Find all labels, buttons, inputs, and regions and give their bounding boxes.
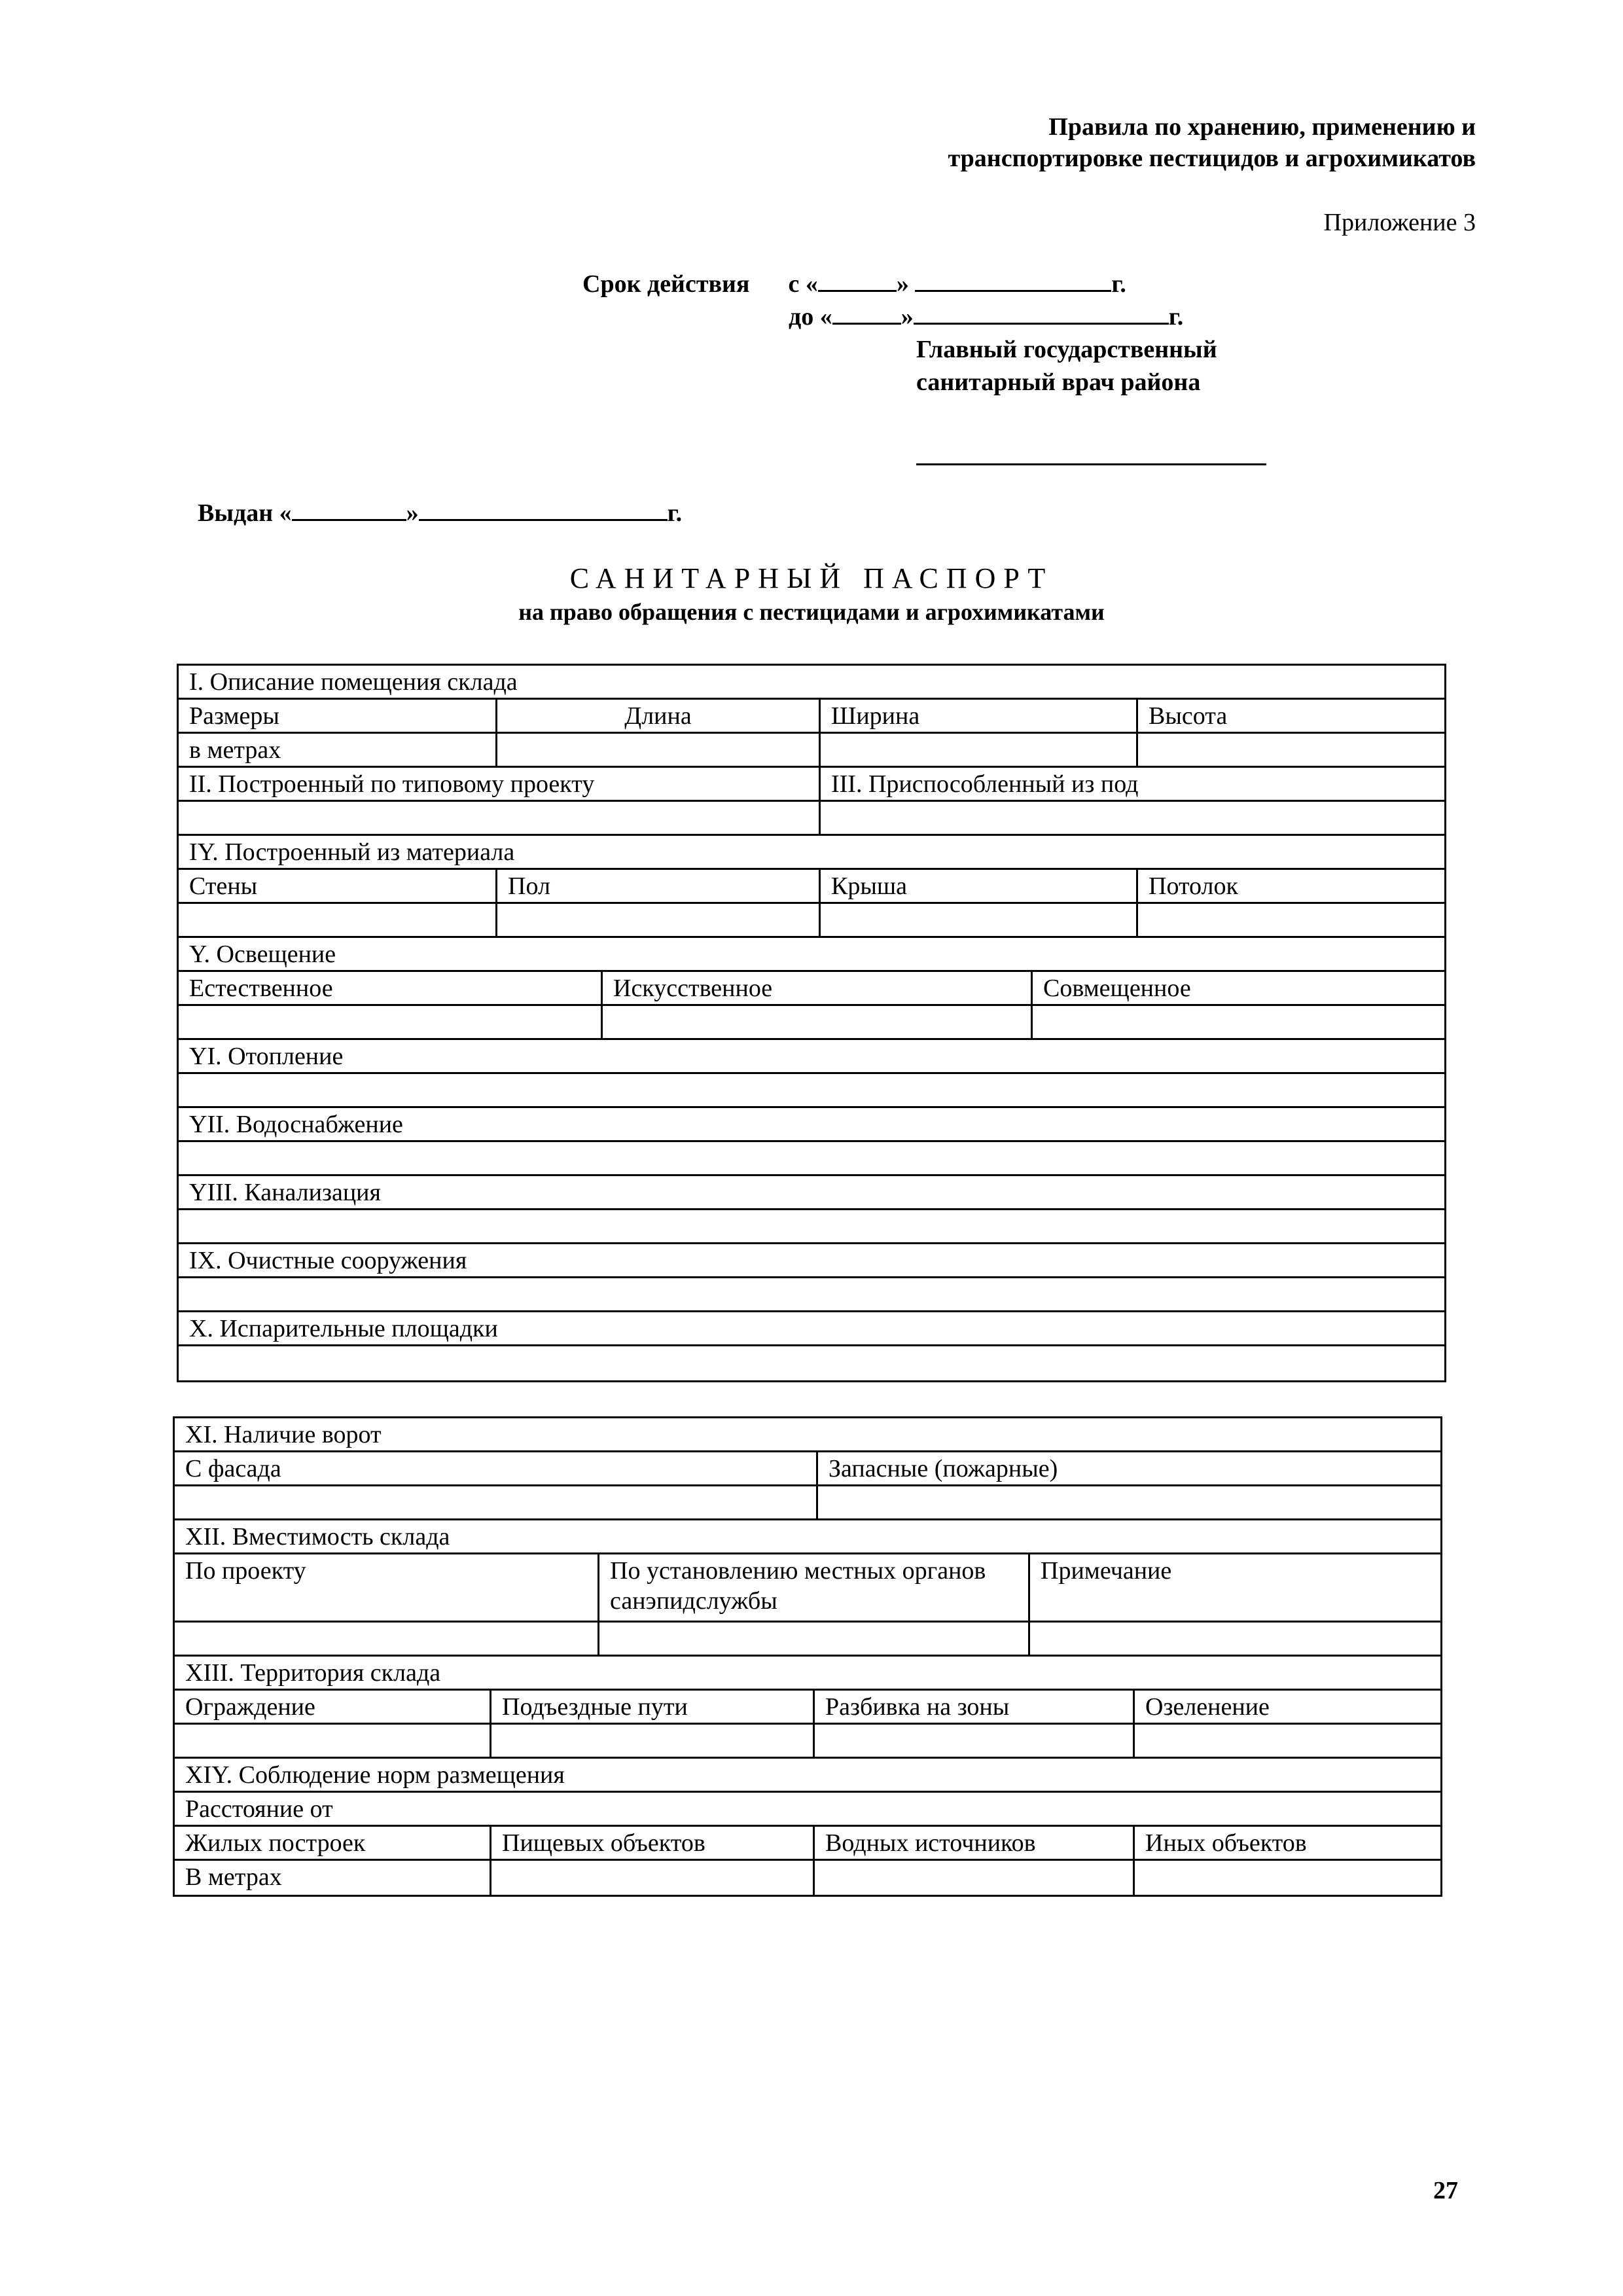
section-3-heading: III. Приспособленный из под bbox=[831, 770, 1139, 798]
section-10-heading: X. Испарительные площадки bbox=[189, 1315, 498, 1342]
issued-prefix: Выдан « bbox=[198, 499, 292, 527]
appendix-label: Приложение 3 bbox=[1323, 209, 1476, 236]
validity-from-line bbox=[582, 270, 1126, 298]
section-6-heading: YI. Отопление bbox=[189, 1043, 344, 1070]
section-4-heading: IY. Построенный из материала bbox=[189, 838, 515, 866]
walls-field[interactable] bbox=[179, 904, 497, 936]
height-field[interactable] bbox=[1138, 734, 1444, 766]
in-meters-label: В метрах bbox=[175, 1861, 491, 1895]
section-7-heading: YII. Водоснабжение bbox=[189, 1111, 403, 1138]
validity-to-line bbox=[789, 302, 1183, 331]
floor-label: Пол bbox=[497, 870, 821, 902]
section-2-heading: II. Построенный по типовому проекту bbox=[179, 768, 821, 800]
issued-day-field[interactable] bbox=[292, 499, 406, 521]
front-gates-field[interactable] bbox=[175, 1486, 818, 1518]
natural-label: Естественное bbox=[179, 972, 603, 1004]
sizes-label: Размеры bbox=[179, 700, 497, 732]
heating-field[interactable] bbox=[179, 1074, 1444, 1106]
water-supply-field[interactable] bbox=[179, 1142, 1444, 1174]
from-prefix: с « bbox=[788, 270, 818, 298]
document-subtitle: на право обращения с пестицидами и агрохимикатами bbox=[518, 599, 1105, 625]
from-day-field[interactable] bbox=[818, 270, 897, 292]
issued-month-year-field[interactable] bbox=[419, 499, 668, 521]
year-suffix: г. bbox=[1111, 270, 1126, 298]
natural-field[interactable] bbox=[179, 1006, 603, 1038]
sewerage-field[interactable] bbox=[179, 1210, 1444, 1242]
quote-close: » bbox=[406, 499, 419, 527]
fence-label: Ограждение bbox=[175, 1691, 491, 1723]
to-prefix: до « bbox=[789, 303, 832, 331]
distance-from-label: Расстояние от bbox=[185, 1795, 333, 1823]
rules-title-line2: транспортировке пестицидов и агрохимикатов bbox=[948, 145, 1476, 172]
year-suffix: г. bbox=[1168, 303, 1184, 331]
rules-title-line1: Правила по хранению, применению и bbox=[1048, 113, 1476, 141]
section-14-heading: XIY. Соблюдение норм размещения bbox=[185, 1761, 565, 1789]
note-label: Примечание bbox=[1041, 1557, 1172, 1585]
to-day-field[interactable] bbox=[832, 303, 901, 325]
signatory-line2: санитарный врач района bbox=[916, 368, 1201, 396]
by-project-label: По проекту bbox=[175, 1554, 599, 1621]
by-local-authority-field[interactable] bbox=[599, 1623, 1030, 1655]
passport-table-1 bbox=[177, 664, 1446, 1382]
combined-field[interactable] bbox=[1033, 1006, 1444, 1038]
residential-label: Жилых построек bbox=[175, 1827, 491, 1859]
access-roads-field[interactable] bbox=[491, 1725, 815, 1757]
section-9-heading: IX. Очистные сооружения bbox=[189, 1247, 467, 1274]
signatory-line1: Главный государственный bbox=[916, 336, 1217, 363]
access-roads-label: Подъездные пути bbox=[491, 1691, 815, 1723]
note-field[interactable] bbox=[1030, 1623, 1440, 1655]
adapted-from-field[interactable] bbox=[821, 802, 1444, 834]
greenery-label: Озеленение bbox=[1145, 1693, 1270, 1721]
by-local-authority-label: По установлению местных органов санэпидслужбы bbox=[599, 1554, 1030, 1621]
fence-field[interactable] bbox=[175, 1725, 491, 1757]
roof-field[interactable] bbox=[821, 904, 1138, 936]
artificial-field[interactable] bbox=[603, 1006, 1033, 1038]
year-suffix: г. bbox=[667, 499, 683, 527]
section-5-heading: Y. Освещение bbox=[189, 941, 336, 968]
evaporation-sites-field[interactable] bbox=[179, 1346, 1444, 1380]
zoning-label: Разбивка на зоны bbox=[815, 1691, 1135, 1723]
validity-label: Срок действия bbox=[582, 270, 750, 298]
combined-label: Совмещенное bbox=[1043, 975, 1191, 1002]
treatment-facilities-field[interactable] bbox=[179, 1278, 1444, 1310]
section-1-heading: I. Описание помещения склада bbox=[189, 668, 518, 696]
typical-project-field[interactable] bbox=[179, 802, 821, 834]
height-label: Высота bbox=[1149, 702, 1228, 730]
to-month-year-field[interactable] bbox=[914, 303, 1169, 325]
page-number: 27 bbox=[1433, 2177, 1458, 2204]
width-field[interactable] bbox=[821, 734, 1138, 766]
from-month-year-field[interactable] bbox=[915, 270, 1111, 292]
passport-table-2 bbox=[173, 1416, 1442, 1897]
in-meters-label: в метрах bbox=[179, 734, 497, 766]
zoning-field[interactable] bbox=[815, 1725, 1135, 1757]
quote-close: » bbox=[901, 303, 914, 331]
document-title: САНИТАРНЫЙ ПАСПОРТ bbox=[569, 562, 1054, 594]
floor-field[interactable] bbox=[497, 904, 821, 936]
food-objects-distance-field[interactable] bbox=[491, 1861, 815, 1895]
greenery-field[interactable] bbox=[1135, 1725, 1440, 1757]
front-gates-label: С фасада bbox=[175, 1452, 818, 1484]
section-8-heading: YIII. Канализация bbox=[189, 1179, 381, 1206]
artificial-label: Искусственное bbox=[603, 972, 1033, 1004]
water-sources-distance-field[interactable] bbox=[815, 1861, 1135, 1895]
ceiling-field[interactable] bbox=[1138, 904, 1444, 936]
other-objects-distance-field[interactable] bbox=[1135, 1861, 1440, 1895]
roof-label: Крыша bbox=[821, 870, 1138, 902]
issued-line bbox=[198, 499, 682, 528]
by-project-field[interactable] bbox=[175, 1623, 599, 1655]
quote-close: » bbox=[896, 270, 909, 298]
spare-gates-label: Запасные (пожарные) bbox=[829, 1455, 1058, 1482]
section-11-heading: XI. Наличие ворот bbox=[185, 1421, 382, 1448]
section-13-heading: XIII. Территория склада bbox=[185, 1659, 441, 1687]
ceiling-label: Потолок bbox=[1149, 872, 1238, 900]
water-sources-label: Водных источников bbox=[815, 1827, 1135, 1859]
signature-line[interactable] bbox=[916, 463, 1266, 465]
walls-label: Стены bbox=[179, 870, 497, 902]
length-label: Длина bbox=[497, 700, 821, 732]
food-objects-label: Пищевых объектов bbox=[491, 1827, 815, 1859]
length-field[interactable] bbox=[497, 734, 821, 766]
spare-gates-field[interactable] bbox=[818, 1486, 1440, 1518]
width-label: Ширина bbox=[821, 700, 1138, 732]
section-12-heading: XII. Вместимость склада bbox=[185, 1523, 450, 1551]
other-objects-label: Иных объектов bbox=[1145, 1829, 1307, 1857]
